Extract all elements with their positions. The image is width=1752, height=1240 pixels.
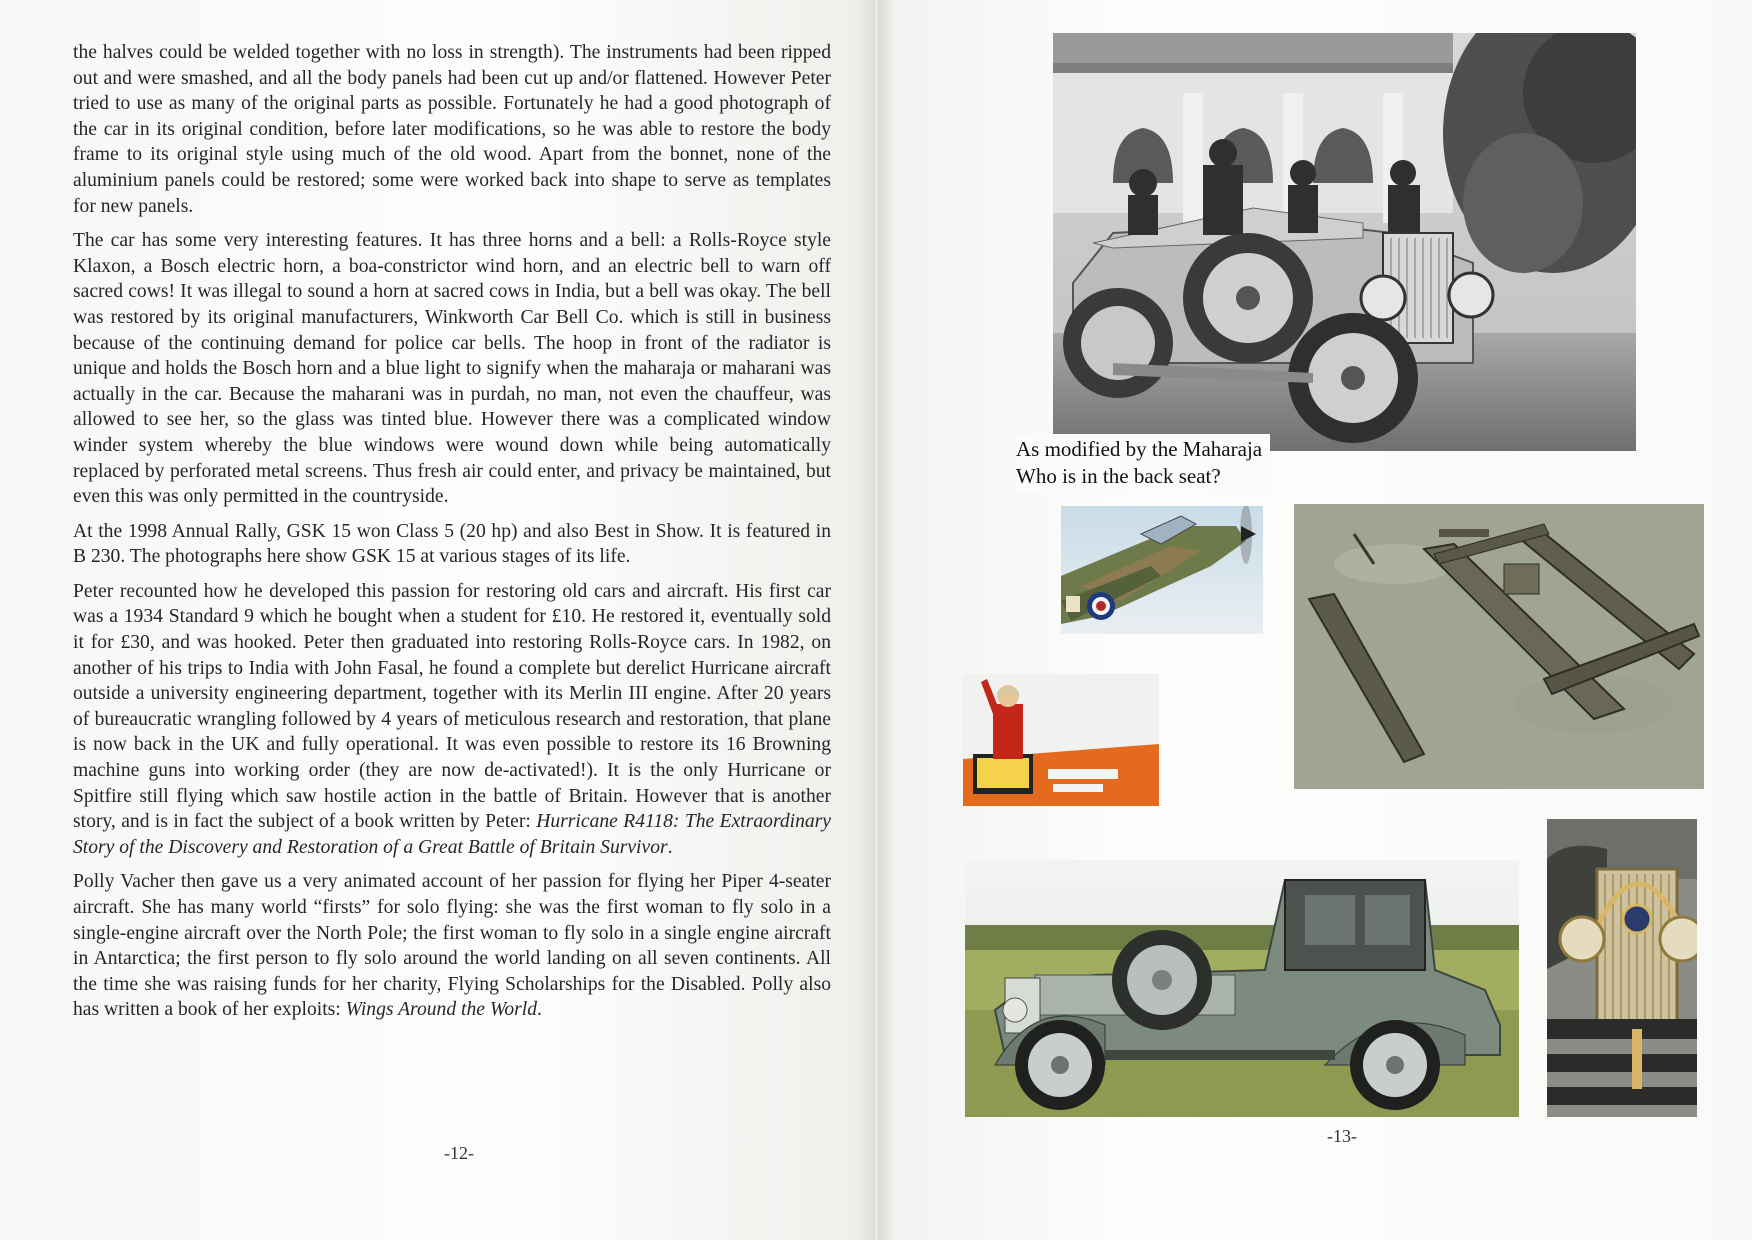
book-title-wings-end: . — [537, 999, 542, 1021]
left-page — [0, 0, 875, 1240]
chassis-frame-photo — [1294, 504, 1704, 789]
book-title-wings: Wings Around the World — [345, 999, 538, 1021]
page-number-left: -12- — [444, 1143, 474, 1163]
maharaja-car-photo — [1053, 33, 1636, 451]
photo-caption — [1016, 434, 1270, 492]
caption-line-2: Who is in the back seat? — [1016, 464, 1221, 488]
paragraph-5-text: Polly Vacher then gave us a very animated account of her passion for flying her Piper 4-seater aircraft. She has many world “firsts” for solo flying: she was the first woman to fly solo in a single-engine aircraft over the North Pole; the first woman to fly solo in a single engine aircraft in Antarctica; the first person to fly solo around the world landing on all seven continents. All the time she was raising funds for her charity, Flying Scholarships for the Disabled. Polly also has written a book of her exploits: — [73, 871, 831, 1021]
page-number-right: -13- — [1327, 1126, 1357, 1146]
article-text — [73, 40, 831, 1032]
book-title-hurricane-end: . — [667, 836, 673, 858]
paragraph-1: the halves could be welded together with no loss in strength). The instruments had been ripped out and were smashed, and all the body panels had been cut up and/or flattened. However Peter tried to use as many of the original parts as possible. Fortunately he had a good photograph of the car in its original condition, before later modifications, so he was able to restore the body frame to its original style using much of the old wood. Apart from the bonnet, none of the aluminium panels could be restored; some were worked back into shape to serve as templates for new panels. — [73, 42, 831, 217]
paragraph-4-text: Peter recounted how he developed this passion for restoring old cars and aircraft. His first car was a 1934 Standard 9 which he bought when a student for £10. He restored it, eventually sold it for £30, and was hooked. Peter then graduated into restoring Rolls-Royce cars. In 1982, on another of his trips to India with John Fasal, he found a complete but derelict Hurricane aircraft outside a university engineering department, together with its Merlin III engine. After 20 years of bureaucratic wrangling followed by 4 years of meticulous research and restoration, that plane is now back in the UK and fully operational. It was even possible to restore its 16 Browning machine guns into working order (they are now de-activated!). It is the only Hurricane or Spitfire still flying which saw hostile action in the battle of Britain. However that is another story, and is in fact the subject of a book written by Peter: — [73, 580, 831, 833]
book-title-hurricane: Hurricane R4118: The Extraordinary Story of the Discovery and Restoration of a Great Battle of Britain Survivor — [73, 811, 831, 858]
paragraph-4 — [73, 579, 831, 861]
caption-line-1: As modified by the Maharaja — [1016, 437, 1263, 461]
radiator-hoop-photo — [1547, 819, 1697, 1117]
polly-vacher-aircraft-photo — [963, 674, 1159, 806]
restored-rolls-royce-photo — [965, 860, 1519, 1117]
paragraph-5 — [73, 869, 831, 1023]
paragraph-2: The car has some very interesting features. It has three horns and a bell: a Rolls-Royce style Klaxon, a Bosch electric horn, a boa-constrictor wind horn, and an electric bell to warn off sacred cows! It was illegal to sound a horn at sacred cows in India, but a bell was okay. The bell was restored by its original manufacturers, Winkworth Car Bell Co. which is still in business because of the continuing demand for police car bells. The hoop in front of the radiator is unique and holds the Bosch horn and a blue light to signify when the maharaja or maharani was actually in the car. Because the maharani was in purdah, no man, not even the chauffeur, was allowed to see her, so the glass was tinted blue. However there was a complicated window winder system whereby the blue windows were wound down while being automatically replaced by perforated metal screens. Thus fresh air could enter, and privacy be maintained, but even this was only permitted in the countryside. — [73, 230, 831, 508]
paragraph-3: At the 1998 Annual Rally, GSK 15 won Class 5 (20 hp) and also Best in Show. It is featured in B 230. The photographs here show GSK 15 at various stages of its life. — [73, 520, 831, 568]
hurricane-aircraft-photo — [1061, 506, 1263, 634]
